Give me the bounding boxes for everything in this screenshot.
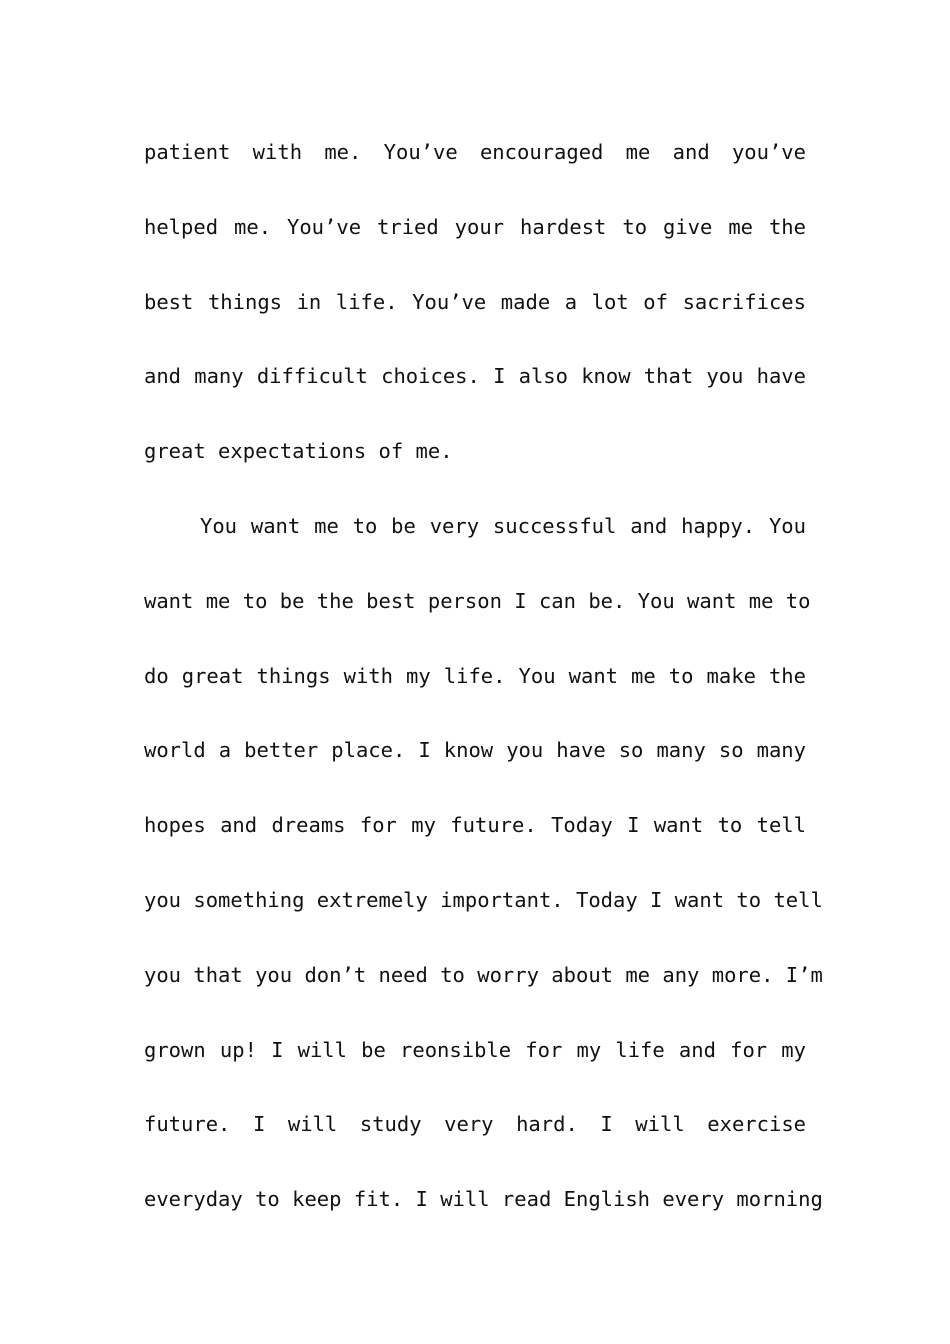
text-line: you that you don’t need to worry about me any more. I’m [144,962,823,987]
text-line: want me to be the best person I can be. You want me to [144,588,811,613]
text-line: and many difficult choices. I also know that you have [144,364,806,389]
text-line: hopes and dreams for my future. Today I want to tell [144,813,806,838]
text-line: grown up! I will be reonsible for my life and for my [144,1037,806,1062]
text-line: great expectations of me. [144,439,453,464]
text-line: patient with me. You’ve encouraged me and you’ve [144,140,806,164]
text-line: world a better place. I know you have so many so many [144,738,806,763]
text-line: helped me. You’ve tried your hardest to give me the [144,214,806,239]
paragraph-first-line: You want me to be very successful and happy. You [200,513,806,538]
body-text [144,130,823,1252]
text-line: future. I will study very hard. I will exercise [144,1112,806,1137]
text-line: you something extremely important. Today I want to tell [144,887,823,912]
text-line: everyday to keep fit. I will read English every morning [144,1187,823,1212]
text-line: best things in life. You’ve made a lot of sacrifices [144,289,806,314]
text-line: do great things with my life. You want me to make the [144,663,806,688]
